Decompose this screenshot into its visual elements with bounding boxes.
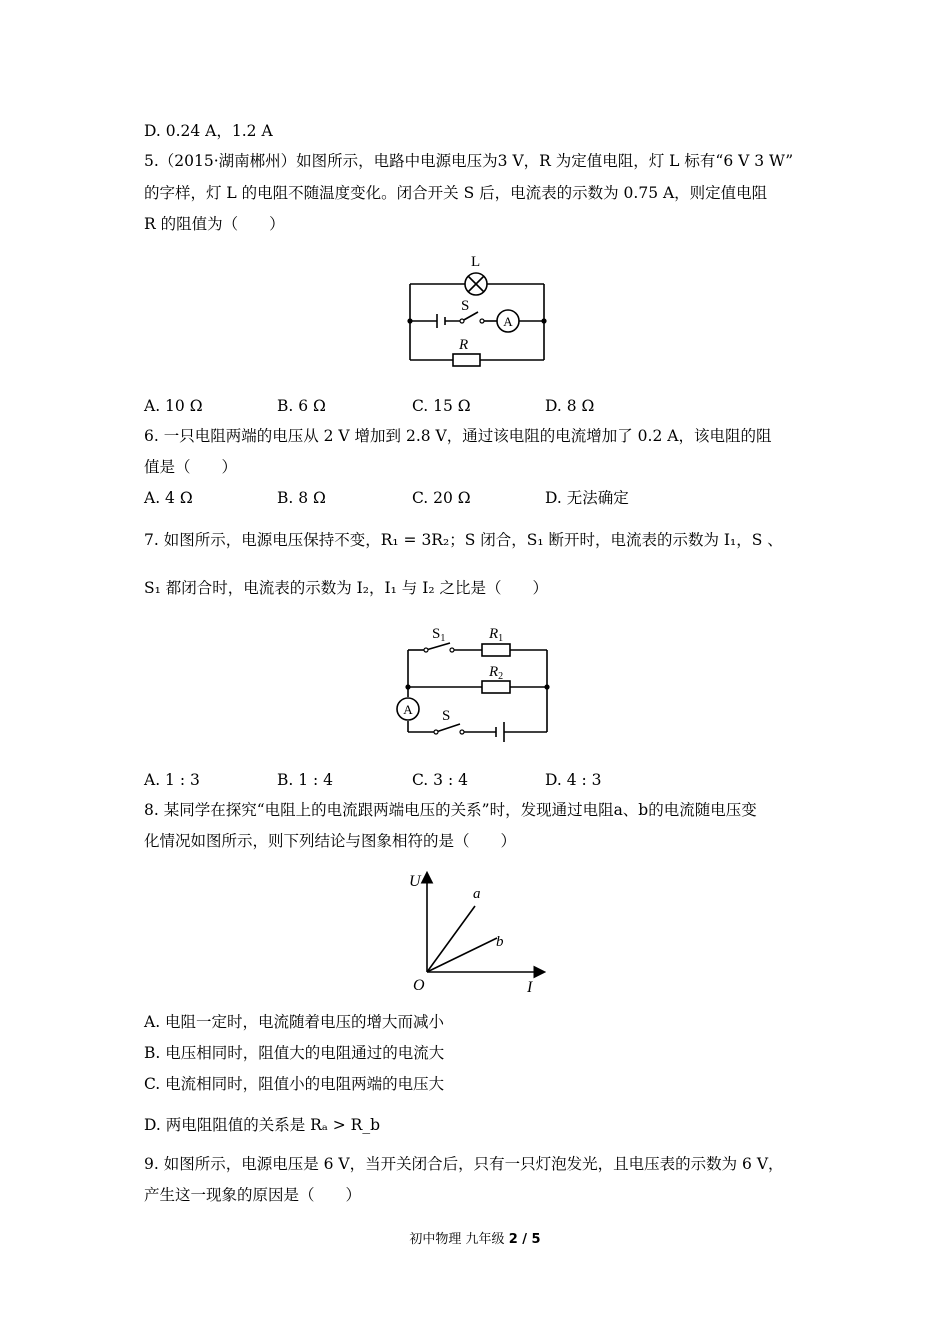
q7-stem-line2: S₁ 都闭合时，电流表的示数为 I₂，I₁ 与 I₂ 之比是（ ） (144, 579, 548, 597)
q7-stem-line1: 7. 如图所示，电源电压保持不变，R₁ = 3R₂；S 闭合，S₁ 断开时，电流表的示数为 I₁，S 、 (144, 531, 783, 549)
q8-y-label: U (409, 873, 421, 890)
page-footer (0, 1228, 950, 1247)
q7-option-a[interactable]: A. 1 : 3 (144, 771, 200, 789)
q5-stem-line3: R 的阻值为（ ） (144, 215, 285, 233)
q5-option-a[interactable]: A. 10 Ω (144, 397, 203, 415)
q8-ui-graph (405, 866, 555, 996)
q8-line-b-label: b (496, 934, 504, 950)
q8-stem-line2: 化情况如图所示，则下列结论与图象相符的是（ ） (144, 832, 517, 850)
q7-switch-label: S (442, 708, 451, 724)
q5-ammeter-label: A (503, 314, 513, 329)
q5-option-c[interactable]: C. 15 Ω (412, 397, 471, 415)
footer-text: 初中物理 九年级 (409, 1232, 509, 1247)
q5-resistor-symbol (453, 354, 480, 366)
q8-option-b[interactable]: B. 电压相同时，阻值大的电阻通过的电流大 (144, 1044, 445, 1062)
q7-r1-symbol (482, 644, 510, 656)
q6-option-d[interactable]: D. 无法确定 (545, 489, 629, 507)
q5-lamp-symbol (465, 273, 487, 295)
q8-x-label: I (527, 979, 533, 996)
q7-r2-symbol (482, 681, 510, 693)
q7-circuit-diagram (392, 622, 562, 742)
q5-option-d[interactable]: D. 8 Ω (545, 397, 595, 415)
q8-origin-label: O (413, 977, 425, 994)
q8-option-c[interactable]: C. 电流相同时，阻值小的电阻两端的电压大 (144, 1075, 445, 1093)
q8-option-a[interactable]: A. 电阻一定时，电流随着电压的增大而减小 (144, 1013, 445, 1031)
q4-option-d: D. 0.24 A，1.2 A (144, 122, 273, 140)
q5-option-b[interactable]: B. 6 Ω (277, 397, 326, 415)
q7-r2-label: $R_2$ (489, 664, 504, 682)
q5-lamp-label: L (471, 254, 481, 270)
q8-stem-line1: 8. 某同学在探究“电阻上的电流跟两端电压的关系”时，发现通过电阻a、b的电流随电压变 (144, 801, 757, 819)
q6-option-b[interactable]: B. 8 Ω (277, 489, 326, 507)
q6-option-c[interactable]: C. 20 Ω (412, 489, 471, 507)
q6-option-a[interactable]: A. 4 Ω (144, 489, 193, 507)
q7-s1-label: $S_1$ (432, 626, 446, 644)
q8-line-b (427, 938, 497, 972)
q5-circuit-diagram (400, 248, 560, 368)
q9-stem-line1: 9. 如图所示，电源电压是 6 V，当开关闭合后，只有一只灯泡发光，且电压表的示数为 6 V， (144, 1155, 784, 1173)
q5-switch-label: S (461, 298, 470, 314)
q5-stem-line2: 的字样，灯 L 的电阻不随温度变化。闭合开关 S 后，电流表的示数为 0.75 A，则定值电阻 (144, 184, 768, 202)
q9-stem-line2: 产生这一现象的原因是（ ） (144, 1186, 362, 1204)
q6-stem-line1: 6. 一只电阻两端的电压从 2 V 增加到 2.8 V，通过该电阻的电流增加了 0.2 A，该电阻的阻 (144, 427, 772, 445)
q7-option-c[interactable]: C. 3 : 4 (412, 771, 468, 789)
q8-line-a (427, 906, 475, 972)
q7-ammeter-label: A (403, 702, 413, 717)
q7-option-b[interactable]: B. 1 : 4 (277, 771, 334, 789)
q5-stem-line1: 5.（2015·湖南郴州）如图所示，电路中电源电压为3 V，R 为定值电阻，灯 L 标有“6 V 3 W” (144, 152, 794, 170)
q7-option-d[interactable]: D. 4 : 3 (545, 771, 602, 789)
q8-option-d[interactable]: D. 两电阻阻值的关系是 Rₐ > R_b (144, 1116, 380, 1134)
page-number: 2 / 5 (508, 1232, 541, 1247)
q7-r1-label: $R_1$ (489, 626, 504, 644)
q6-stem-line2: 值是（ ） (144, 458, 238, 476)
q5-resistor-label: R (459, 337, 469, 353)
q8-line-a-label: a (473, 886, 481, 902)
